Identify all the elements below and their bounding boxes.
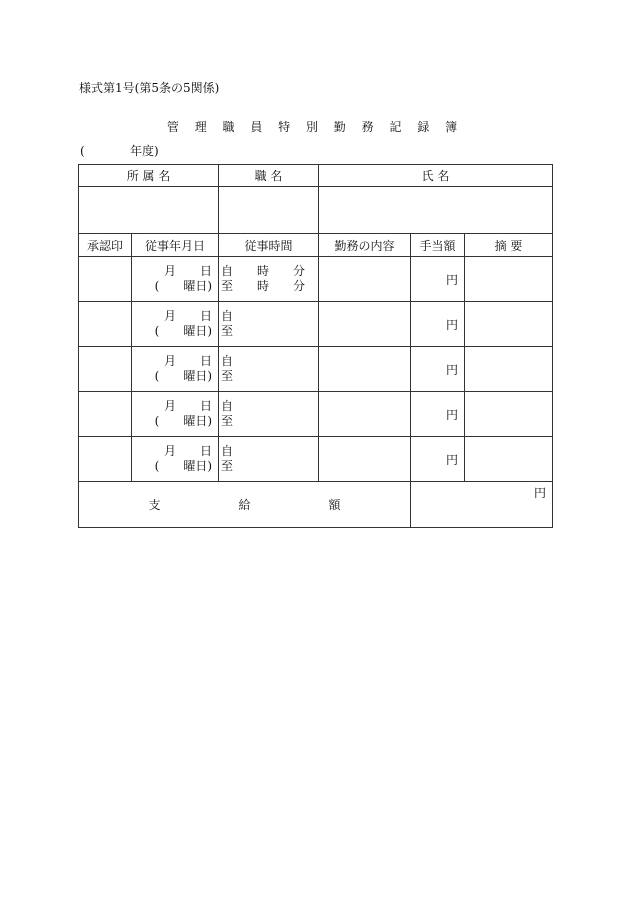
date-cell[interactable] [132, 347, 219, 392]
table-row [79, 437, 553, 482]
approval-cell[interactable] [79, 347, 132, 392]
date-cell[interactable] [132, 302, 219, 347]
time-to: 至 [221, 459, 234, 473]
time-cell[interactable] [219, 302, 319, 347]
date-month-day: 月 日 [164, 264, 213, 278]
record-table [78, 164, 553, 528]
remarks-cell[interactable] [465, 302, 553, 347]
document-title: 管 理 職 員 特 別 勤 務 記 録 簿 [166, 120, 464, 134]
yen-unit: 円 [534, 486, 547, 500]
content-cell[interactable] [319, 257, 411, 302]
yen-unit: 円 [446, 272, 459, 287]
approval-column-header: 承認印 [79, 234, 132, 257]
position-field[interactable] [219, 187, 319, 234]
year-label: 年度) [130, 144, 159, 158]
remarks-cell[interactable] [465, 257, 553, 302]
remarks-cell[interactable] [465, 437, 553, 482]
time-to: 至 [221, 414, 234, 428]
time-from: 自 [221, 309, 234, 323]
payment-total-label [79, 482, 411, 528]
content-column-header: 勤務の内容 [319, 234, 411, 257]
time-from: 自 [221, 399, 234, 413]
date-cell[interactable] [132, 257, 219, 302]
total-label-char-2: 給 [238, 498, 251, 512]
date-month-day: 月 日 [164, 444, 213, 458]
allowance-cell[interactable] [411, 392, 465, 437]
time-to: 至 [221, 324, 234, 338]
date-weekday: ( 曜日) [154, 459, 213, 473]
content-cell[interactable] [319, 437, 411, 482]
table-row [79, 302, 553, 347]
date-month-day: 月 日 [164, 309, 213, 323]
date-column-header: 従事年月日 [132, 234, 219, 257]
remarks-column-header: 摘 要 [465, 234, 553, 257]
content-cell[interactable] [319, 347, 411, 392]
total-label-char-3: 額 [328, 498, 341, 512]
fiscal-year-line [80, 142, 159, 159]
date-weekday: ( 曜日) [154, 369, 213, 383]
yen-unit: 円 [446, 317, 459, 332]
form-reference: 様式第1号(第5条の5関係) [79, 81, 220, 95]
date-weekday: ( 曜日) [154, 324, 213, 338]
time-from: 自 [221, 444, 234, 458]
date-cell[interactable] [132, 437, 219, 482]
payment-total-field[interactable] [411, 482, 553, 528]
table-row [79, 392, 553, 437]
date-weekday: ( 曜日) [154, 279, 213, 293]
hours-column-header: 従事時間 [219, 234, 319, 257]
date-cell[interactable] [132, 392, 219, 437]
time-cell[interactable] [219, 392, 319, 437]
yen-unit: 円 [446, 362, 459, 377]
content-cell[interactable] [319, 302, 411, 347]
remarks-cell[interactable] [465, 347, 553, 392]
allowance-column-header: 手当額 [411, 234, 465, 257]
table-row [79, 257, 553, 302]
position-header: 職 名 [219, 165, 319, 187]
time-cell[interactable] [219, 257, 319, 302]
approval-cell[interactable] [79, 302, 132, 347]
name-header: 氏 名 [319, 165, 553, 187]
content-cell[interactable] [319, 392, 411, 437]
affiliation-header: 所 属 名 [79, 165, 219, 187]
remarks-cell[interactable] [465, 392, 553, 437]
name-field[interactable] [319, 187, 553, 234]
date-month-day: 月 日 [164, 354, 213, 368]
year-open-paren: ( [80, 144, 85, 158]
date-weekday: ( 曜日) [154, 414, 213, 428]
affiliation-field[interactable] [79, 187, 219, 234]
allowance-cell[interactable] [411, 437, 465, 482]
time-from: 自 時 分 [221, 264, 306, 278]
approval-cell[interactable] [79, 257, 132, 302]
allowance-cell[interactable] [411, 347, 465, 392]
yen-unit: 円 [446, 452, 459, 467]
allowance-cell[interactable] [411, 257, 465, 302]
allowance-cell[interactable] [411, 302, 465, 347]
yen-unit: 円 [446, 407, 459, 422]
time-to: 至 時 分 [221, 279, 306, 293]
time-to: 至 [221, 369, 234, 383]
approval-cell[interactable] [79, 437, 132, 482]
time-cell[interactable] [219, 347, 319, 392]
date-month-day: 月 日 [164, 399, 213, 413]
table-row [79, 347, 553, 392]
time-cell[interactable] [219, 437, 319, 482]
total-row [79, 482, 553, 528]
approval-cell[interactable] [79, 392, 132, 437]
total-label-char-1: 支 [148, 498, 161, 512]
time-from: 自 [221, 354, 234, 368]
